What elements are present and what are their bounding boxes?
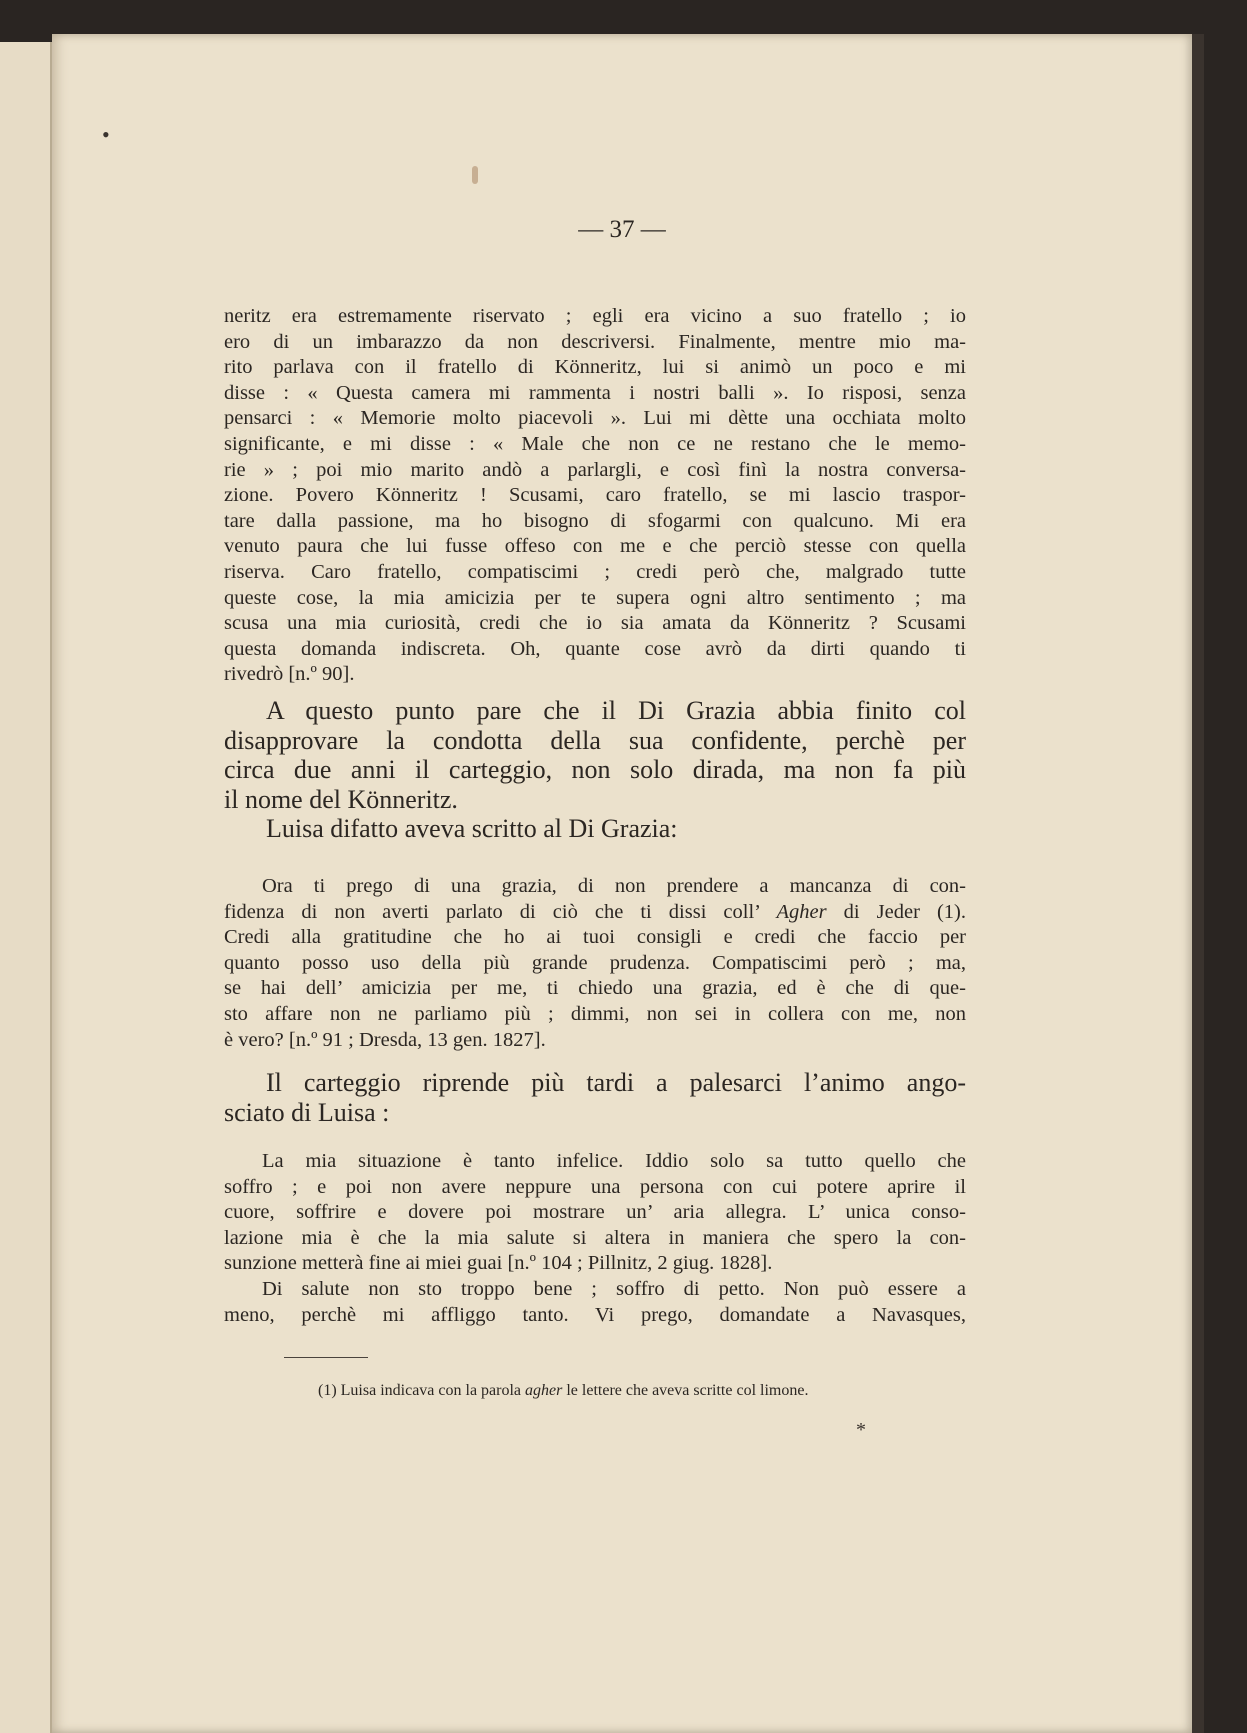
text-segment: fidenza di non averti parlato di ciò che ti dissi coll’ — [224, 900, 777, 923]
text-line: cuore, soffrire e dovere poi mostrare un’ aria allegra. L’ unica conso- — [224, 1201, 966, 1224]
signature-asterisk: * — [856, 1419, 866, 1441]
text-line: Credi alla gratitudine che ho ai tuoi consigli e credi che faccio per — [224, 926, 966, 949]
text-line: meno, perchè mi affliggo tanto. Vi prego, domandate a Navasques, — [224, 1303, 966, 1326]
text-line: scusa una mia curiosità, credi che io sia amata da Könneritz ? Scusami — [224, 612, 966, 635]
text-line: La mia situazione è tanto infelice. Iddio solo sa tutto quello che — [262, 1150, 966, 1172]
text-line: rie » ; poi mio marito andò a parlargli, e così finì la nostra conversa- — [224, 458, 966, 481]
text-line: il nome del Könneritz. — [224, 784, 458, 814]
body-paragraph-2 — [224, 814, 966, 844]
text-line: sciato di Luisa : — [224, 1097, 390, 1127]
letter-excerpt-2 — [224, 874, 966, 1053]
text-line: quanto posso uso della più grande prudenza. Compatiscimi però ; ma, — [224, 951, 966, 974]
text-line: disse : « Questa camera mi rammenta i nostri balli ». Io risposi, senza — [224, 381, 966, 404]
text-line: zione. Povero Könneritz ! Scusami, caro fratello, se mi lascio traspor- — [224, 484, 966, 507]
text-line: soffro ; e poi non avere neppure una persona con cui potere aprire il — [224, 1175, 966, 1198]
text-line: Ora ti prego di una grazia, di non prendere a mancanza di con- — [262, 875, 966, 897]
page-number: — 37 — — [578, 216, 666, 243]
book-page — [52, 34, 1192, 1733]
text-line: venuto paura che lui fusse offeso con me e che perciò stesse con quella — [224, 535, 966, 558]
text-line: riserva. Caro fratello, compatiscimi ; credi però che, malgrado tutte — [224, 560, 966, 583]
text-line: neritz era estremamente riservato ; egli era vicino a suo fratello ; io — [224, 305, 966, 327]
text-line: se hai dell’ amicizia per me, ti chiedo una grazia, ed è che di que- — [224, 977, 966, 1000]
text-segment: (1) Luisa indicava con la parola — [318, 1382, 526, 1399]
text-line: circa due anni il carteggio, non solo dirada, ma non fa più — [224, 755, 966, 784]
text-line — [224, 900, 966, 926]
text-segment: di Jeder (1). — [826, 900, 966, 923]
text-line: rito parlava con il fratello di Könneritz, lui si animò un poco e mi — [224, 356, 966, 379]
text-line: Di salute non sto troppo bene ; soffro di petto. Non può essere a — [262, 1277, 966, 1300]
text-line: Luisa difatto aveva scritto al Di Grazia: — [266, 814, 678, 843]
right-page-edge — [1192, 34, 1204, 1733]
left-page-edge — [0, 42, 52, 1733]
paper-stain — [472, 166, 478, 184]
letter-excerpt-3 — [224, 1149, 966, 1328]
body-paragraph-3 — [224, 1068, 966, 1127]
margin-dot: • — [102, 122, 110, 147]
text-line: ero di un imbarazzo da non descriversi. Finalmente, mentre mio ma- — [224, 330, 966, 353]
text-line: pensarci : « Memorie molto piacevoli ». Lui mi dètte una occhiata molto — [224, 407, 966, 430]
text-line: A questo punto pare che il Di Grazia abbia finito col — [266, 696, 966, 725]
footnote-rule — [284, 1357, 368, 1358]
text-segment: le lettere che aveva scritte col limone. — [562, 1382, 809, 1399]
text-line: questa domanda indiscreta. Oh, quante cose avrò da dirti quando ti — [224, 637, 966, 660]
body-paragraph-1 — [224, 696, 966, 814]
italic-word: Agher — [776, 900, 827, 923]
footnote — [318, 1382, 1018, 1400]
text-line: sto affare non ne parliamo più ; dimmi, non sei in collera con me, non — [224, 1002, 966, 1025]
text-line: sunzione metterà fine ai miei guai [n.º 104 ; Pillnitz, 2 giug. 1828]. — [224, 1252, 773, 1275]
text-line: è vero? [n.º 91 ; Dresda, 13 gen. 1827]. — [224, 1028, 546, 1051]
text-line: rivedrò [n.º 90]. — [224, 663, 355, 686]
text-line: significante, e mi disse : « Male che non ce ne restano che le memo- — [224, 432, 966, 455]
text-line: Il carteggio riprende più tardi a palesarci l’animo ango- — [266, 1068, 966, 1097]
text-line: tare dalla passione, ma ho bisogno di sfogarmi con qualcuno. Mi era — [224, 509, 966, 532]
letter-excerpt-1 — [224, 304, 966, 688]
italic-word: agher — [525, 1382, 563, 1399]
text-line: lazione mia è che la mia salute si altera in maniera che spero la con- — [224, 1226, 966, 1249]
text-line: queste cose, la mia amicizia per te supera ogni altro sentimento ; ma — [224, 586, 966, 609]
text-line: disapprovare la condotta della sua confidente, perchè per — [224, 725, 966, 755]
